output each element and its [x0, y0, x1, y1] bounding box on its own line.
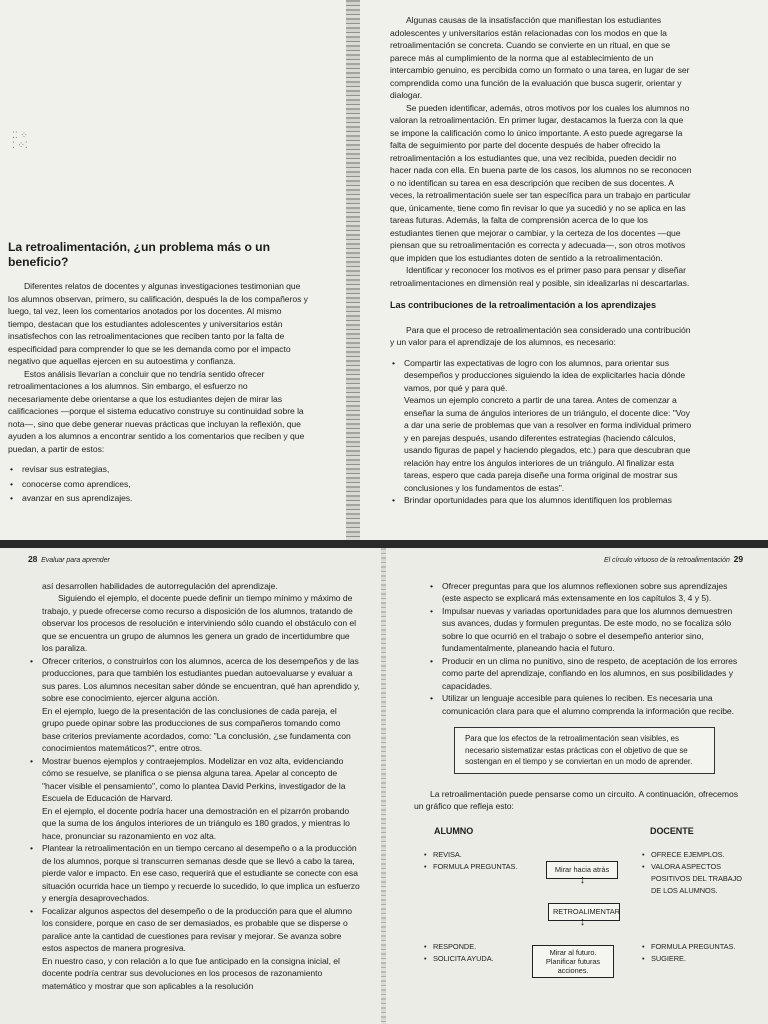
- scuff-marks: ⁚⁚ ⁘ ⁚ ⁘⁚: [12, 130, 28, 150]
- look-forward-box: [532, 945, 614, 978]
- box-line: Planificar futuras acciones.: [545, 956, 601, 975]
- running-header: [398, 553, 743, 568]
- running-title: Evaluar para aprender: [41, 557, 110, 564]
- list-item: [28, 655, 360, 755]
- list-item: • Brindar oportunidades para que los alumnos identifiquen los problemas: [390, 494, 693, 507]
- box-line: Mirar al futuro.: [549, 947, 597, 957]
- bullet-text: Ofrecer criterios, o construirlos con los alumnos, acerca de los desempeños y de las producciones, para que también los estudiantes puedan autoevaluarse y evaluar a sus pares. Los alumnos necesitan saber dónde se encuentran, qué han aprendido y, sobre ese conocimiento, ejercer alguna acción.: [42, 655, 360, 703]
- bullet-list: [428, 580, 743, 718]
- list-item: • FORMULA PREGUNTAS.: [424, 861, 517, 873]
- list-item: • REVISA.: [424, 849, 517, 861]
- page-27-left: [8, 240, 308, 507]
- list-item: • OFRECE EJEMPLOS.: [642, 849, 747, 861]
- docente-actions-top: [642, 849, 747, 897]
- running-title: El círculo virtuoso de la retroalimentación: [603, 557, 730, 564]
- bullet-list: [390, 357, 693, 507]
- list-item: • Impulsar nuevas y variadas oportunidades para que los alumnos demuestren sus avances, dudas y formulen preguntas. De este modo, no se focaliza sólo sobre lo que ocurrió en el trabajo o sobre el desempeño anterior sino, fundamentalmente, planeando hacia el futuro.: [428, 605, 743, 655]
- section-heading: La retroalimentación, ¿un problema más o un beneficio?: [8, 240, 270, 269]
- list-item: • avanzar en sus aprendizajes.: [8, 492, 308, 505]
- alumno-title: ALUMNO: [434, 825, 474, 836]
- bullet-text: Focalizar algunos aspectos del desempeño o de la producción para que el alumno los considere, porque en caso de ser demasiados, es probable que se disperse o paralice ante la cantidad de cuestiones para revisar y mejorar. Se avanza sobre estos aspectos de manera progresiva.: [42, 905, 352, 953]
- paragraph: La retroalimentación puede pensarse como un circuito. A continuación, ofrecemos un gráfico que refleja esto:: [414, 788, 738, 811]
- book-gutter: [346, 0, 360, 540]
- list-item: • SOLICITA AYUDA.: [424, 953, 494, 965]
- page-28: [28, 553, 360, 992]
- docente-actions-bottom: [642, 941, 735, 965]
- list-item: • VALORA ASPECTOS POSITIVOS DEL TRABAJO DE LOS ALUMNOS.: [642, 861, 747, 897]
- page-number: 29: [733, 554, 743, 564]
- bullet-list: [28, 655, 360, 993]
- double-arrow-icon: ↕: [579, 915, 586, 928]
- list-item: • Plantear la retroalimentación en un tiempo cercano al desempeño o a la producción de los alumnos, porque si transcurren semanas desde que se llevó a cabo la tarea, pierde valor e impacto. En ese caso, requerirá que el estudiante se conecte con esa situación ocurrida hace un tiempo y recuerde lo sucedido, lo que implica un esfuerzo y energía desaprovechados.: [28, 842, 360, 905]
- retroalimentar-box: RETROALIMENTAR: [548, 903, 620, 922]
- list-item: • revisar sus estrategias,: [8, 463, 308, 476]
- example-text: En nuestro caso, y con relación a lo que fue anticipado en la consigna inicial, el docente podría centrar sus devoluciones en los procesos de razonamiento matemático y mostrar que son aplicables a la resolución: [42, 955, 340, 991]
- alumno-actions-top: [424, 849, 517, 873]
- bullet-text: Mostrar buenos ejemplos y contraejemplos. Modelizar en voz alta, evidenciando cómo se resuelve, se planifica o se piensa alguna tarea. Apelar al concepto de "hacer visible el pensamiento", como lo plantea David Perkins, investigador de la Escuela de Educación de Harvard.: [42, 755, 346, 803]
- paragraph: Identificar y reconocer los motivos es el primer paso para pensar y diseñar retroalimentaciones en dimensión real y posible, sin idealizarlas ni descartarlas.: [390, 265, 690, 288]
- bullet-list: [8, 463, 308, 505]
- list-item: [28, 905, 360, 993]
- list-item: • FORMULA PREGUNTAS.: [642, 941, 735, 953]
- double-arrow-icon: ↕: [579, 873, 586, 886]
- paragraph: Algunas causas de la insatisfacción que manifiestan los estudiantes adolescentes y universitarios están relacionadas con los modos en que la retroalimentación se concreta. Cuando se convierte en un ritual, en que se parece más al cumplimiento de la norma que al establecimiento de un intercambio genuino, es percibida como un formato o una tarea, en lugar de ser comprendida como una función de la evaluación que busca sugerir, orientar y dialogar.: [390, 15, 690, 100]
- list-item: [28, 755, 360, 843]
- list-item: • Ofrecer preguntas para que los alumnos reflexionen sobre sus aprendizajes (este aspecto se explicará más extensamente en los capítulos 3, 4 y 5).: [428, 580, 743, 605]
- paragraph: Siguiendo el ejemplo, el docente puede definir un tiempo mínimo y máximo de trabajo, y puede ofrecerse como recurso a disposición de los alumnos, tratando de observar los procesos de resolución e interviniendo sólo cuando el obstáculo con el que se encuentra un grupo de alumnos les genera un grado de incertidumbre que los paraliza.: [42, 593, 357, 653]
- feedback-circuit-diagram: [398, 825, 743, 975]
- list-item: • RESPONDE.: [424, 941, 494, 953]
- example-text: Veamos un ejemplo concreto a partir de una tarea. Antes de comenzar a enseñar la suma de ángulos interiores de un triángulo, el docente dice: "Voy a dar una serie de problemas que van a resolver en forma individual primero y en parejas después, usando diferentes estrategias (haciendo cálculos, usando figuras de papel y haciendo plegados, etc.) para que descubran que relación hay entre los ángulos interiores de un triángulo. Al finalizar esta tareas, espero que cada pareja diseñe una forma original de mostrar sus conclusiones y los fundamentos de estas".: [404, 395, 692, 493]
- page-number: 28: [28, 554, 38, 564]
- page-29: [398, 553, 743, 975]
- page-27-right: [390, 14, 693, 507]
- example-text: En el ejemplo, el docente podría hacer una demostración en el pizarrón probando que la suma de los ángulos interiores de un triángulo es 180 grados, y mientras lo hace, pronunciar su razonamiento en voz alta.: [42, 805, 350, 841]
- paragraph: Se pueden identificar, además, otros motivos por los cuales los alumnos no valoran la retroalimentación. En primer lugar, destacamos la fuerza con la que se impone la calificación como lo único importante. A esto puede agregarse la falta de seguimiento por parte del docente después de haber ofrecido la retroalimentación a los estudiantes que, una vez recibida, pueden decidir no hacer nada con ella. En buena parte de los casos, los alumnos no se reconocen o no identifican su tarea en esa descripción que reciben de sus docentes. A veces, la retroalimentación suele ser tan específica para un trabajo en particular que, únicamente, tiene como fin revisar lo que ya sucedió y no se aplica en las tareas futuras. Además, la falta de comprensión acerca de lo que los estudiantes tienen que mejorar o cambiar, y la certeza de los docentes —que piensan que su retroalimentación es correcta y adecuada—, son otros motivos que impiden que los estudiantes doten de sentido a la retroalimentación.: [390, 102, 692, 263]
- scan-divider: [0, 540, 768, 548]
- bullet-text: Compartir las expectativas de logro con los alumnos, para orientar sus desempeños y producciones siguiendo la idea de explicitarles hacia dónde vamos, por qué y para qué.: [404, 357, 686, 393]
- alumno-actions-bottom: [424, 941, 494, 965]
- docente-title: DOCENTE: [650, 825, 694, 836]
- paragraph: Para que el proceso de retroalimentación sea considerado una contribución y un valor para el aprendizaje de los alumnos, es necesario:: [390, 324, 691, 347]
- running-header: [28, 553, 360, 568]
- paragraph: así desarrollen habilidades de autorregulación del aprendizaje.: [42, 580, 278, 591]
- list-item: [390, 357, 693, 495]
- callout-box: Para que los efectos de la retroalimentación sean visibles, es necesario sistematizar estas prácticas con el objetivo de que se sostengan en el tiempo y se conviertan en un modo de aprender.: [454, 727, 715, 774]
- subsection-heading: Las contribuciones de la retroalimentación a los aprendizajes: [390, 300, 657, 310]
- book-gutter: [381, 548, 386, 1024]
- list-item: • SUGIERE.: [642, 953, 735, 965]
- paragraph: Estos análisis llevarían a concluir que no tendría sentido ofrecer retroalimentaciones a los alumnos. Sin embargo, el esfuerzo no necesariamente debe orientarse a que los estudiantes dejen de mirar las calificaciones —porque el sistema educativo construye su continuidad sobre la nota—, sino que debe generar nuevas prácticas que incluyan la reflexión, que ayuden a los alumnos a encontrar sentido a los comentarios que reciben y que puedan, a partir de estos:: [8, 368, 305, 454]
- paragraph: Diferentes relatos de docentes y algunas investigaciones testimonian que los alumnos observan, primero, su calificación, después la de los compañeros y luego, tal vez, leen los comentarios anotados por los docentes. Al mismo tiempo, destacan que los estudiantes adolescentes y universitarios están insatisfechos con las retroalimentaciones que reciben tanto por la falta de especificidad para comprender lo que se les demanda como por el impacto negativo que aquellas ejercen en su autoestima y confianza.: [8, 281, 308, 366]
- list-item: • conocerse como aprendices,: [8, 478, 308, 491]
- example-text: En el ejemplo, luego de la presentación de las conclusiones de cada pareja, el grupo puede opinar sobre las producciones de sus compañeros tomando como base criterios previamente acordados, como: "La conclusión, ¿se fundamenta con conocimientos matemáticos?", entre otros.: [42, 705, 351, 753]
- look-back-box: Mirar hacia atrás: [546, 861, 618, 880]
- list-item: • Producir en un clima no punitivo, sino de respeto, de aceptación de los errores como parte del aprendizaje, confiando en los alumnos, en sus posibilidades y capacidades.: [428, 655, 743, 693]
- list-item: • Utilizar un lenguaje accesible para quienes lo reciben. Es necesaria una comunicación clara para que el alumno comprenda la información que recibe.: [428, 692, 743, 717]
